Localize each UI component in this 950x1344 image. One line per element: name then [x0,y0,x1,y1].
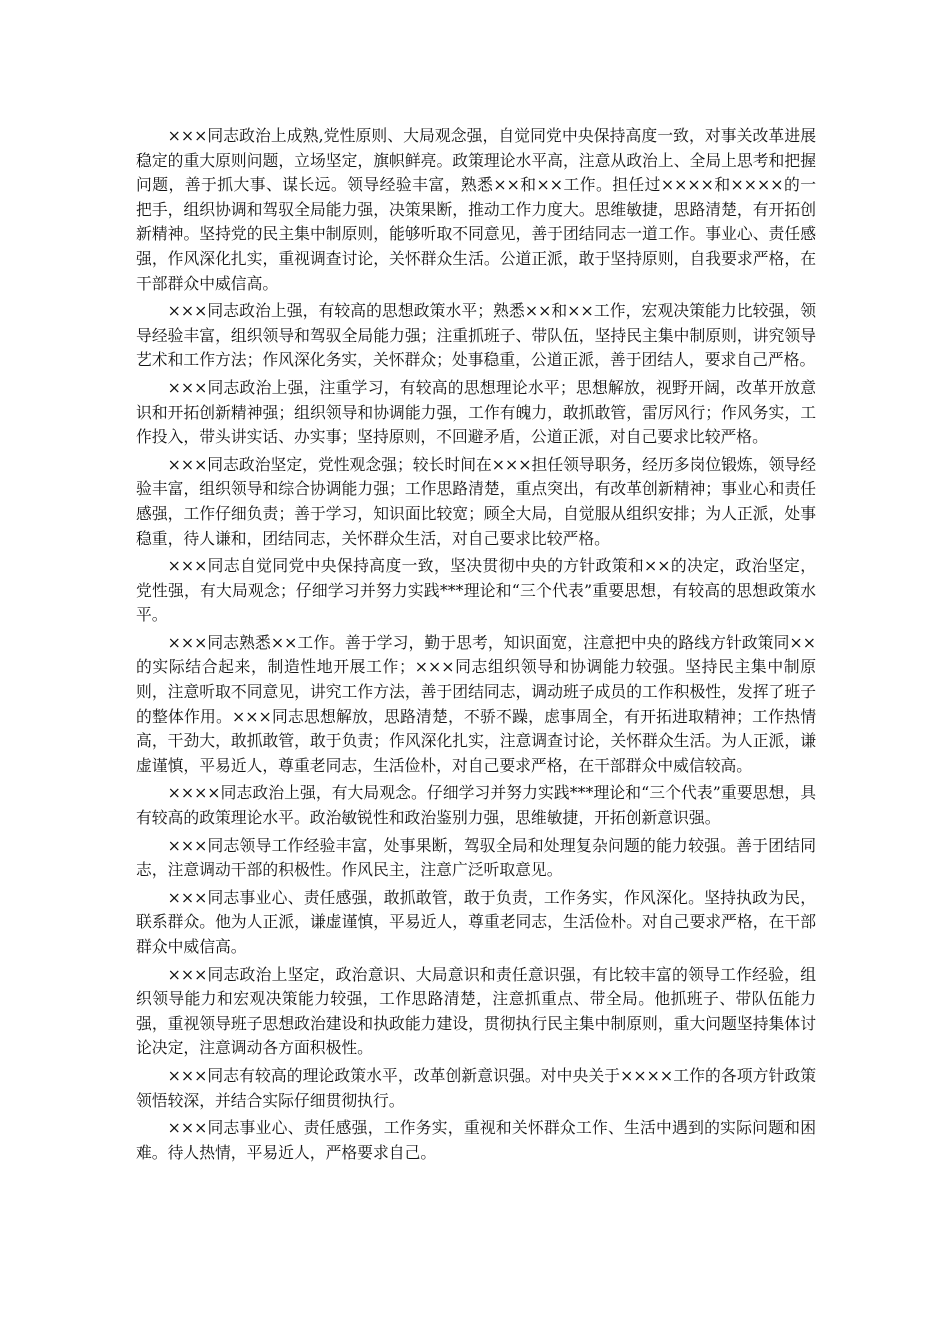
paragraph: ××××同志政治上强，有大局观念。仔细学习并努力实践***理论和“三个代表”重要思想，具有较高的政策理论水平。政治敏锐性和政治鉴别力强，思维敏捷，开拓创新意识强。 [136,783,816,828]
paragraph: ×××同志熟悉××工作。善于学习，勤于思考，知识面宽，注意把中央的路线方针政策同××的实际结合起来，制造性地开展工作；×××同志组织领导和协调能力较强。坚持民主集中制原则，注意听取不同意见，讲究工作方法，善于团结同志，调动班子成员的工作积极性，发挥了班子的整体作用。×××同志思想解放，思路清楚，不骄不躁，虑事周全，有开拓进取精神；工作热情高，干劲大，敢抓敢管，敢于负责；作风深化扎实，注意调查讨论，关怀群众生活。为人正派，谦虚谨慎，平易近人，尊重老同志，生活俭朴，对自己要求严格，在干部群众中威信较高。 [136,632,816,775]
paragraph: ×××同志政治坚定，党性观念强；较长时间在×××担任领导职务，经历多岗位锻炼，领导经验丰富，组织领导和综合协调能力强；工作思路清楚，重点突出，有改革创新精神；事业心和责任感强，工作仔细负责；善于学习，知识面比较宽；顾全大局，自觉服从组织安排；为人正派，处事稳重，待人谦和，团结同志，关怀群众生活，对自己要求比较严格。 [136,454,816,548]
paragraph: ×××同志有较高的理论政策水平，改革创新意识强。对中央关于××××工作的各项方针政策领悟较深，并结合实际仔细贯彻执行。 [136,1065,816,1110]
paragraph: ×××同志事业心、责任感强，敢抓敢管，敢于负责，工作务实，作风深化。坚持执政为民，联系群众。他为人正派，谦虚谨慎，平易近人，尊重老同志，生活俭朴。对自己要求严格，在干部群众中威信高。 [136,887,816,956]
paragraph: ×××同志领导工作经验丰富，处事果断，驾驭全局和处理复杂问题的能力较强。善于团结同志，注意调动干部的积极性。作风民主，注意广泛听取意见。 [136,835,816,880]
paragraph: ×××同志政治上强，注重学习，有较高的思想理论水平；思想解放，视野开阔，改革开放意识和开拓创新精神强；组织领导和协调能力强，工作有魄力，敢抓敢管，雷厉风行；作风务实，工作投入，带头讲实话、办实事；坚持原则，不回避矛盾，公道正派，对自己要求比较严格。 [136,377,816,447]
paragraph: ×××同志政治上强，有较高的思想政策水平；熟悉××和××工作，宏观决策能力比较强，领导经验丰富，组织领导和驾驭全局能力强；注重抓班子、带队伍，坚持民主集中制原则，讲究领导艺术和工作方法；作风深化务实，关怀群众；处事稳重，公道正派，善于团结人，要求自己严格。 [136,301,816,370]
paragraph: ×××同志自觉同党中央保持高度一致，坚决贯彻中央的方针政策和××的决定，政治坚定，党性强，有大局观念；仔细学习并努力实践***理论和“三个代表”重要思想，有较高的思想政策水平。 [136,556,816,625]
document-body [136,124,816,1168]
paragraph: ×××同志政治上坚定，政治意识、大局意识和责任意识强，有比较丰富的领导工作经验，组织领导能力和宏观决策能力较强，工作思路清楚，注意抓重点、带全局。他抓班子、带队伍能力强，重视领导班子思想政治建设和执政能力建设，贯彻执行民主集中制原则，重大问题坚持集体讨论决定，注意调动各方面积极性。 [136,964,816,1058]
paragraph: ×××同志政治上成熟,党性原则、大局观念强，自觉同党中央保持高度一致，对事关改革进展稳定的重大原则问题，立场坚定，旗帜鲜亮。政策理论水平高，注意从政治上、全局上思考和把握问题，善于抓大事、谋长远。领导经验丰富，熟悉××和××工作。担任过××××和××××的一把手，组织协调和驾驭全局能力强，决策果断，推动工作力度大。思维敏捷，思路清楚，有开拓创新精神。坚持党的民主集中制原则，能够听取不同意见，善于团结同志一道工作。事业心、责任感强，作风深化扎实，重视调查讨论，关怀群众生活。公道正派，敢于坚持原则，自我要求严格，在干部群众中威信高。 [136,126,816,293]
paragraph: ×××同志事业心、责任感强，工作务实，重视和关怀群众工作、生活中遇到的实际问题和困难。待人热情，平易近人，严格要求自己。 [136,1118,816,1162]
